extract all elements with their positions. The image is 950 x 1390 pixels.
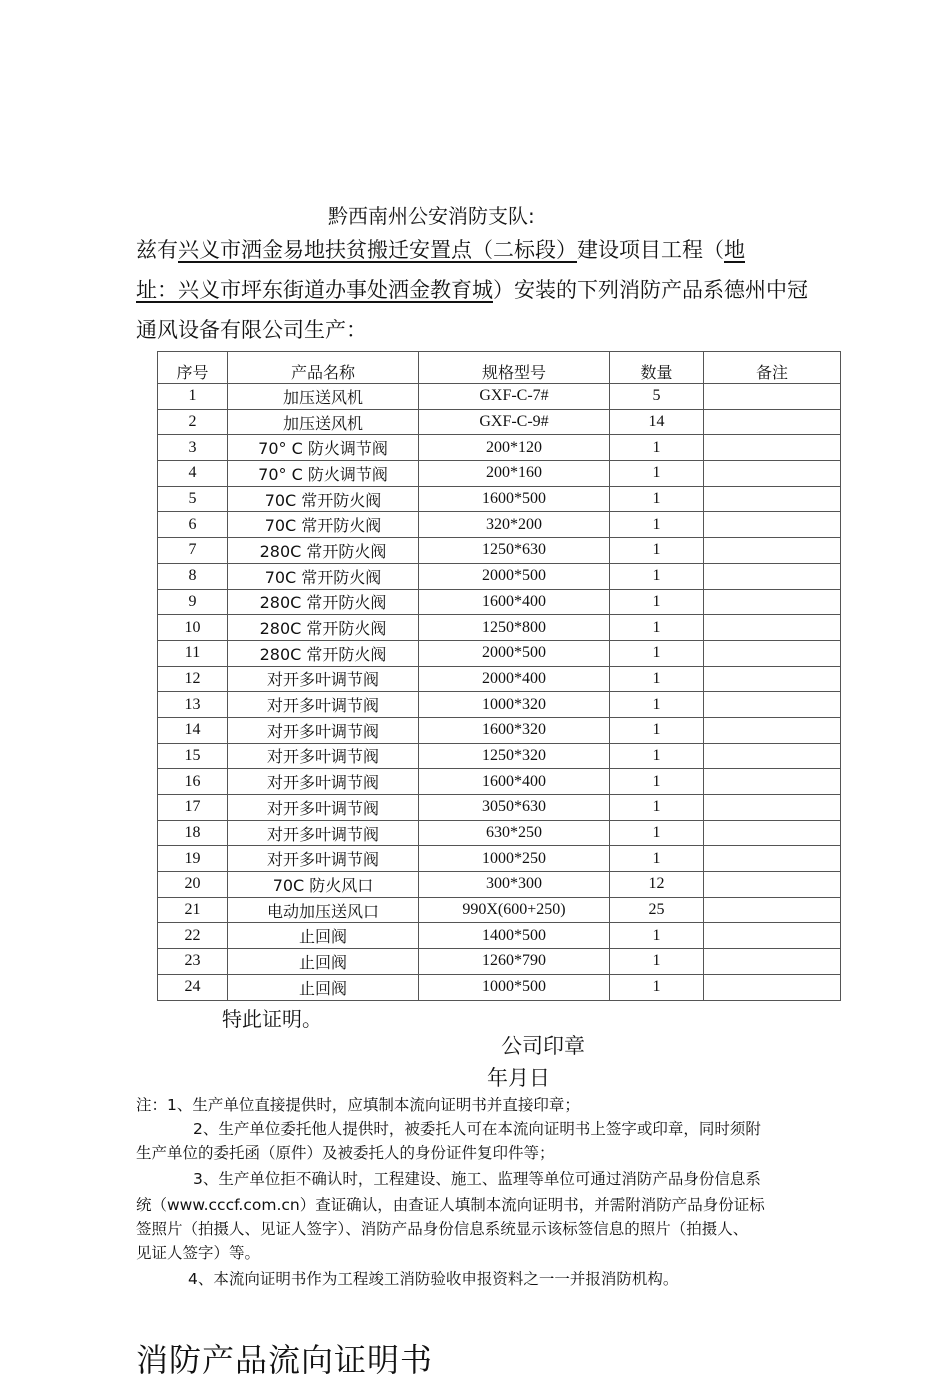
note-2-cont: 生产单位的委托函（原件）及被委托人的身份证件复印件等； — [136, 1144, 555, 1162]
product-name: 对开多叶调节阀 — [228, 743, 419, 769]
quantity: 1 — [610, 512, 704, 538]
spec-model: 1600*500 — [419, 486, 610, 512]
remarks — [704, 923, 841, 949]
table-row — [158, 435, 841, 461]
table-row — [158, 615, 841, 641]
spec-model: 630*250 — [419, 820, 610, 846]
remarks — [704, 717, 841, 743]
quantity: 1 — [610, 923, 704, 949]
table-row — [158, 486, 841, 512]
quantity: 1 — [610, 461, 704, 487]
product-name: 止回阀 — [228, 974, 419, 1000]
product-name: 对开多叶调节阀 — [228, 717, 419, 743]
spec-model: 1260*790 — [419, 949, 610, 975]
product-name: 止回阀 — [228, 923, 419, 949]
intro-line-1 — [136, 234, 745, 264]
remarks — [704, 512, 841, 538]
addressee: 黔西南州公安消防支队: — [328, 204, 535, 228]
spec-model: 320*200 — [419, 512, 610, 538]
quantity: 1 — [610, 486, 704, 512]
header-quantity: 数量 — [610, 352, 704, 384]
row-index: 24 — [158, 974, 228, 1000]
remarks — [704, 384, 841, 410]
product-name: 70° C 防火调节阀 — [228, 461, 419, 487]
remarks — [704, 640, 841, 666]
product-name: 止回阀 — [228, 949, 419, 975]
address-start: 地 — [724, 238, 745, 262]
intro-prefix: 兹有 — [136, 238, 178, 262]
spec-model: 2000*500 — [419, 640, 610, 666]
quantity: 1 — [610, 949, 704, 975]
remarks — [704, 409, 841, 435]
table-row — [158, 769, 841, 795]
row-index: 16 — [158, 769, 228, 795]
quantity: 14 — [610, 409, 704, 435]
remarks — [704, 435, 841, 461]
quantity: 25 — [610, 897, 704, 923]
quantity: 1 — [610, 743, 704, 769]
spec-model: GXF-C-9# — [419, 409, 610, 435]
date-label: 年月日 — [487, 1066, 550, 1090]
product-name: 电动加压送风口 — [228, 897, 419, 923]
spec-model: 1250*800 — [419, 615, 610, 641]
spec-model: 3050*630 — [419, 795, 610, 821]
product-name: 对开多叶调节阀 — [228, 666, 419, 692]
spec-model: 990X(600+250) — [419, 897, 610, 923]
row-index: 8 — [158, 563, 228, 589]
row-index: 21 — [158, 897, 228, 923]
note-2: 2、生产单位委托他人提供时，被委托人可在本流向证明书上签字或印章，同时须附 — [193, 1120, 761, 1138]
remarks — [704, 974, 841, 1000]
spec-model: 1000*250 — [419, 846, 610, 872]
header-remarks: 备注 — [704, 352, 841, 384]
row-index: 14 — [158, 717, 228, 743]
product-name: 对开多叶调节阀 — [228, 846, 419, 872]
product-name: 280C 常开防火阀 — [228, 640, 419, 666]
product-name: 280C 常开防火阀 — [228, 589, 419, 615]
header-index: 序号 — [158, 352, 228, 384]
spec-model: 1600*400 — [419, 769, 610, 795]
table-row — [158, 897, 841, 923]
row-index: 23 — [158, 949, 228, 975]
remarks — [704, 563, 841, 589]
intro-suffix: 建设项目工程（ — [577, 238, 724, 262]
product-name: 对开多叶调节阀 — [228, 692, 419, 718]
quantity: 1 — [610, 846, 704, 872]
remarks — [704, 795, 841, 821]
project-address: 址：兴义市坪东街道办事处洒金教育城 — [136, 278, 493, 302]
row-index: 13 — [158, 692, 228, 718]
intro-line-2 — [136, 274, 808, 304]
spec-model: GXF-C-7# — [419, 384, 610, 410]
table-row — [158, 717, 841, 743]
table-row — [158, 461, 841, 487]
remarks — [704, 461, 841, 487]
quantity: 1 — [610, 538, 704, 564]
quantity: 1 — [610, 615, 704, 641]
row-index: 12 — [158, 666, 228, 692]
product-name: 70C 常开防火阀 — [228, 512, 419, 538]
spec-model: 200*160 — [419, 461, 610, 487]
product-name: 对开多叶调节阀 — [228, 820, 419, 846]
spec-model: 1400*500 — [419, 923, 610, 949]
product-name: 加压送风机 — [228, 409, 419, 435]
spec-model: 2000*500 — [419, 563, 610, 589]
quantity: 1 — [610, 717, 704, 743]
row-index: 6 — [158, 512, 228, 538]
table-row — [158, 589, 841, 615]
row-index: 5 — [158, 486, 228, 512]
table-row — [158, 820, 841, 846]
intro-line-2-suffix: ）安装的下列消防产品系德州中冠 — [493, 278, 808, 302]
spec-model: 1600*400 — [419, 589, 610, 615]
row-index: 10 — [158, 615, 228, 641]
quantity: 1 — [610, 563, 704, 589]
spec-model: 200*120 — [419, 435, 610, 461]
note-4: 4、本流向证明书作为工程竣工消防验收申报资料之一一并报消防机构。 — [188, 1270, 679, 1288]
spec-model: 1000*320 — [419, 692, 610, 718]
spec-model: 2000*400 — [419, 666, 610, 692]
remarks — [704, 820, 841, 846]
product-name: 对开多叶调节阀 — [228, 769, 419, 795]
remarks — [704, 589, 841, 615]
spec-model: 1250*320 — [419, 743, 610, 769]
remarks — [704, 872, 841, 898]
remarks — [704, 615, 841, 641]
quantity: 1 — [610, 640, 704, 666]
row-index: 1 — [158, 384, 228, 410]
quantity: 1 — [610, 692, 704, 718]
header-product-name: 产品名称 — [228, 352, 419, 384]
table-row — [158, 512, 841, 538]
spec-model: 300*300 — [419, 872, 610, 898]
product-name: 70° C 防火调节阀 — [228, 435, 419, 461]
table-header-row — [158, 352, 841, 384]
project-name: 兴义市洒金易地扶贫搬迁安置点（二标段） — [178, 238, 577, 262]
remarks — [704, 666, 841, 692]
product-name: 280C 常开防火阀 — [228, 615, 419, 641]
remarks — [704, 769, 841, 795]
note-1: 注：1、生产单位直接提供时，应填制本流向证明书并直接印章； — [136, 1096, 580, 1114]
quantity: 1 — [610, 435, 704, 461]
row-index: 11 — [158, 640, 228, 666]
quantity: 12 — [610, 872, 704, 898]
remarks — [704, 692, 841, 718]
table-row — [158, 923, 841, 949]
row-index: 15 — [158, 743, 228, 769]
product-name: 70C 防火风口 — [228, 872, 419, 898]
product-name: 70C 常开防火阀 — [228, 563, 419, 589]
row-index: 9 — [158, 589, 228, 615]
table-row — [158, 692, 841, 718]
table-row — [158, 666, 841, 692]
quantity: 1 — [610, 974, 704, 1000]
product-name: 70C 常开防火阀 — [228, 486, 419, 512]
table-row — [158, 640, 841, 666]
table-row — [158, 409, 841, 435]
company-seal-label: 公司印章 — [501, 1034, 585, 1058]
row-index: 7 — [158, 538, 228, 564]
row-index: 3 — [158, 435, 228, 461]
product-table — [157, 351, 841, 1001]
row-index: 17 — [158, 795, 228, 821]
certify-text: 特此证明。 — [222, 1007, 322, 1031]
remarks — [704, 949, 841, 975]
row-index: 20 — [158, 872, 228, 898]
quantity: 5 — [610, 384, 704, 410]
table-row — [158, 538, 841, 564]
table-row — [158, 974, 841, 1000]
remarks — [704, 897, 841, 923]
table-row — [158, 795, 841, 821]
row-index: 2 — [158, 409, 228, 435]
product-name: 280C 常开防火阀 — [228, 538, 419, 564]
remarks — [704, 486, 841, 512]
note-3: 3、生产单位拒不确认时，工程建设、施工、监理等单位可通过消防产品身份信息系 — [193, 1170, 761, 1188]
table-row — [158, 846, 841, 872]
note-3-cont-3: 见证人签字）等。 — [136, 1244, 261, 1262]
table-row — [158, 743, 841, 769]
spec-model: 1600*320 — [419, 717, 610, 743]
remarks — [704, 846, 841, 872]
note-3-cont-2: 签照片（拍摄人、见证人签字）、消防产品身份信息系统显示该标签信息的照片（拍摄人、 — [136, 1220, 749, 1238]
row-index: 22 — [158, 923, 228, 949]
note-3-cont-1: 统（www.cccf.com.cn）查证确认，由查证人填制本流向证明书，并需附消防产品身份证标 — [136, 1196, 765, 1214]
product-name: 加压送风机 — [228, 384, 419, 410]
table-row — [158, 949, 841, 975]
table-row — [158, 384, 841, 410]
quantity: 1 — [610, 589, 704, 615]
quantity: 1 — [610, 820, 704, 846]
spec-model: 1000*500 — [419, 974, 610, 1000]
row-index: 19 — [158, 846, 228, 872]
header-spec: 规格型号 — [419, 352, 610, 384]
row-index: 18 — [158, 820, 228, 846]
intro-line-3: 通风设备有限公司生产： — [136, 318, 367, 342]
quantity: 1 — [610, 795, 704, 821]
row-index: 4 — [158, 461, 228, 487]
remarks — [704, 538, 841, 564]
remarks — [704, 743, 841, 769]
spec-model: 1250*630 — [419, 538, 610, 564]
product-name: 对开多叶调节阀 — [228, 795, 419, 821]
quantity: 1 — [610, 769, 704, 795]
table-row — [158, 872, 841, 898]
quantity: 1 — [610, 666, 704, 692]
table-row — [158, 563, 841, 589]
document-title: 消防产品流向证明书 — [136, 1341, 434, 1379]
